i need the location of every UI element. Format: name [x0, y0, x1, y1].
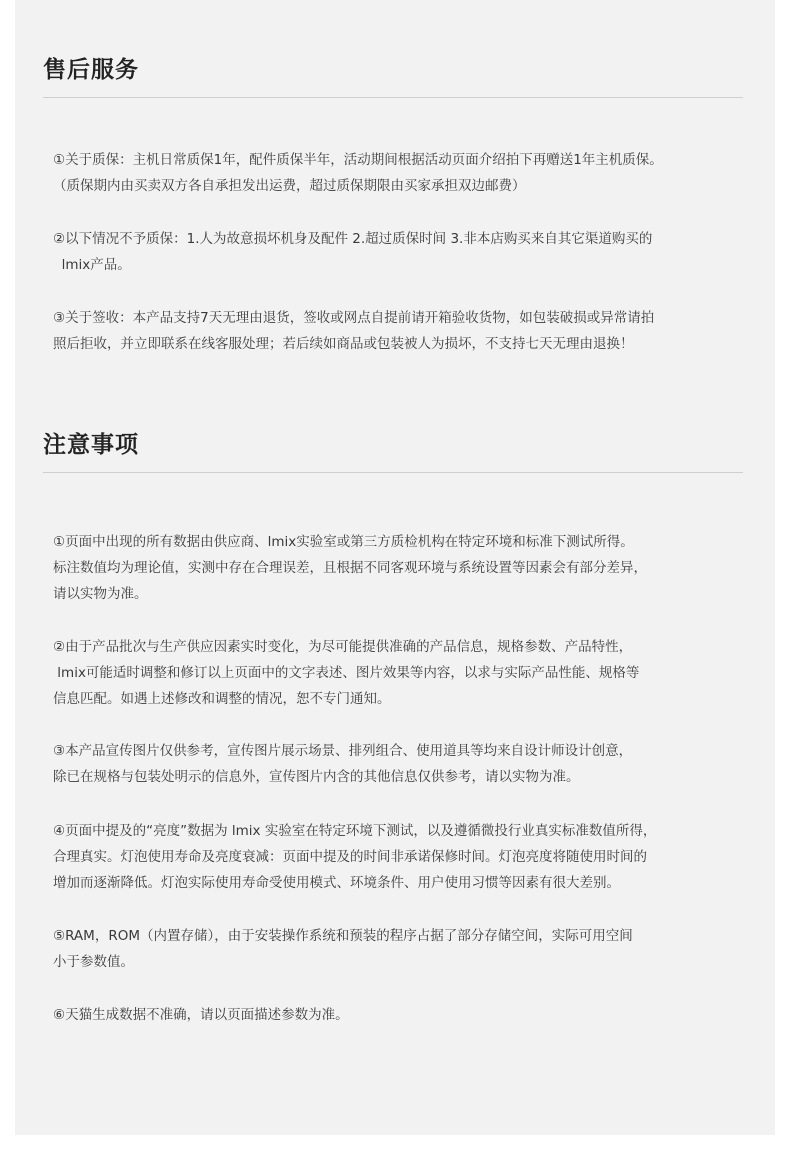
paragraph-line: 小于参数值。 — [53, 954, 134, 970]
paragraph-line: ②以下情况不予质保：1.人为故意损坏机身及配件 2.超过质保时间 3.非本店购买来自其它渠道购买的 — [53, 231, 653, 247]
after-sales-title: 售后服务 — [43, 57, 139, 83]
after-sales-divider — [43, 97, 743, 98]
paragraph-line: 信息匹配。如遇上述修改和调整的情况，恕不专门通知。 — [53, 691, 391, 707]
paragraph-line: ①页面中出现的所有数据由供应商、lmix实验室或第三方质检机构在特定环境和标准下测试所得。 — [53, 534, 634, 550]
paragraph-line: ③关于签收：本产品支持7天无理由退货，签收或网点自提前请开箱验收货物，如包装破损或异常请拍 — [53, 310, 655, 326]
paragraph-line: ⑥天猫生成数据不准确，请以页面描述参数为准。 — [53, 1007, 349, 1023]
tmall-data-paragraph — [53, 1002, 753, 1028]
paragraph-line: ④页面中提及的“亮度”数据为 lmix 实验室在特定环境下测试，以及遵循微投行业真实标准数值所得， — [53, 823, 657, 839]
paragraph-line: ②由于产品批次与生产供应因素实时变化，为尽可能提供准确的产品信息，规格参数、产品特性， — [53, 639, 633, 655]
paragraph-line: lmix产品。 — [53, 257, 131, 273]
storage-paragraph — [53, 923, 753, 975]
paragraph-line: 标注数值均为理论值，实测中存在合理误差，且根据不同客观环境与系统设置等因素会有部分差异， — [53, 560, 647, 576]
paragraph-line: ⑤RAM，ROM（内置存储），由于安装操作系统和预装的程序占据了部分存储空间，实际可用空间 — [53, 928, 633, 944]
paragraph-line: 请以实物为准。 — [53, 586, 148, 602]
notices-divider — [43, 472, 743, 473]
paragraph-line: 增加而逐渐降低。灯泡实际使用寿命受使用模式、环境条件、用户使用习惯等因素有很大差别。 — [53, 875, 620, 891]
no-warranty-paragraph — [53, 226, 753, 278]
paragraph-line: 照后拒收，并立即联系在线客服处理；若后续如商品或包装被人为损坏，不支持七天无理由退换！ — [53, 336, 634, 352]
paragraph-line: ③本产品宣传图片仅供参考，宣传图片展示场景、排列组合、使用道具等均来自设计师设计创意， — [53, 743, 633, 759]
paragraph-line: 合理真实。灯泡使用寿命及亮度衰减：页面中提及的时间非承诺保修时间。灯泡亮度将随使用时间的 — [53, 849, 647, 865]
paragraph-line: lmix可能适时调整和修订以上页面中的文字表述、图片效果等内容，以求与实际产品性能、规格等 — [53, 665, 640, 681]
content-panel — [15, 0, 775, 1135]
paragraph-line: （质保期内由买卖双方各自承担发出运费，超过质保期限由买家承担双边邮费） — [53, 178, 526, 194]
promo-images-paragraph — [53, 738, 753, 790]
warranty-paragraph — [53, 147, 753, 199]
brightness-paragraph — [53, 818, 753, 896]
paragraph-line: 除已在规格与包装处明示的信息外，宣传图片内含的其他信息仅供参考，请以实物为准。 — [53, 769, 580, 785]
notices-title: 注意事项 — [43, 432, 139, 458]
data-source-paragraph — [53, 529, 753, 607]
paragraph-line: ①关于质保：主机日常质保1年，配件质保半年，活动期间根据活动页面介绍拍下再赠送1年主机质保。 — [53, 152, 663, 168]
signing-paragraph — [53, 305, 753, 357]
product-changes-paragraph — [53, 634, 753, 712]
